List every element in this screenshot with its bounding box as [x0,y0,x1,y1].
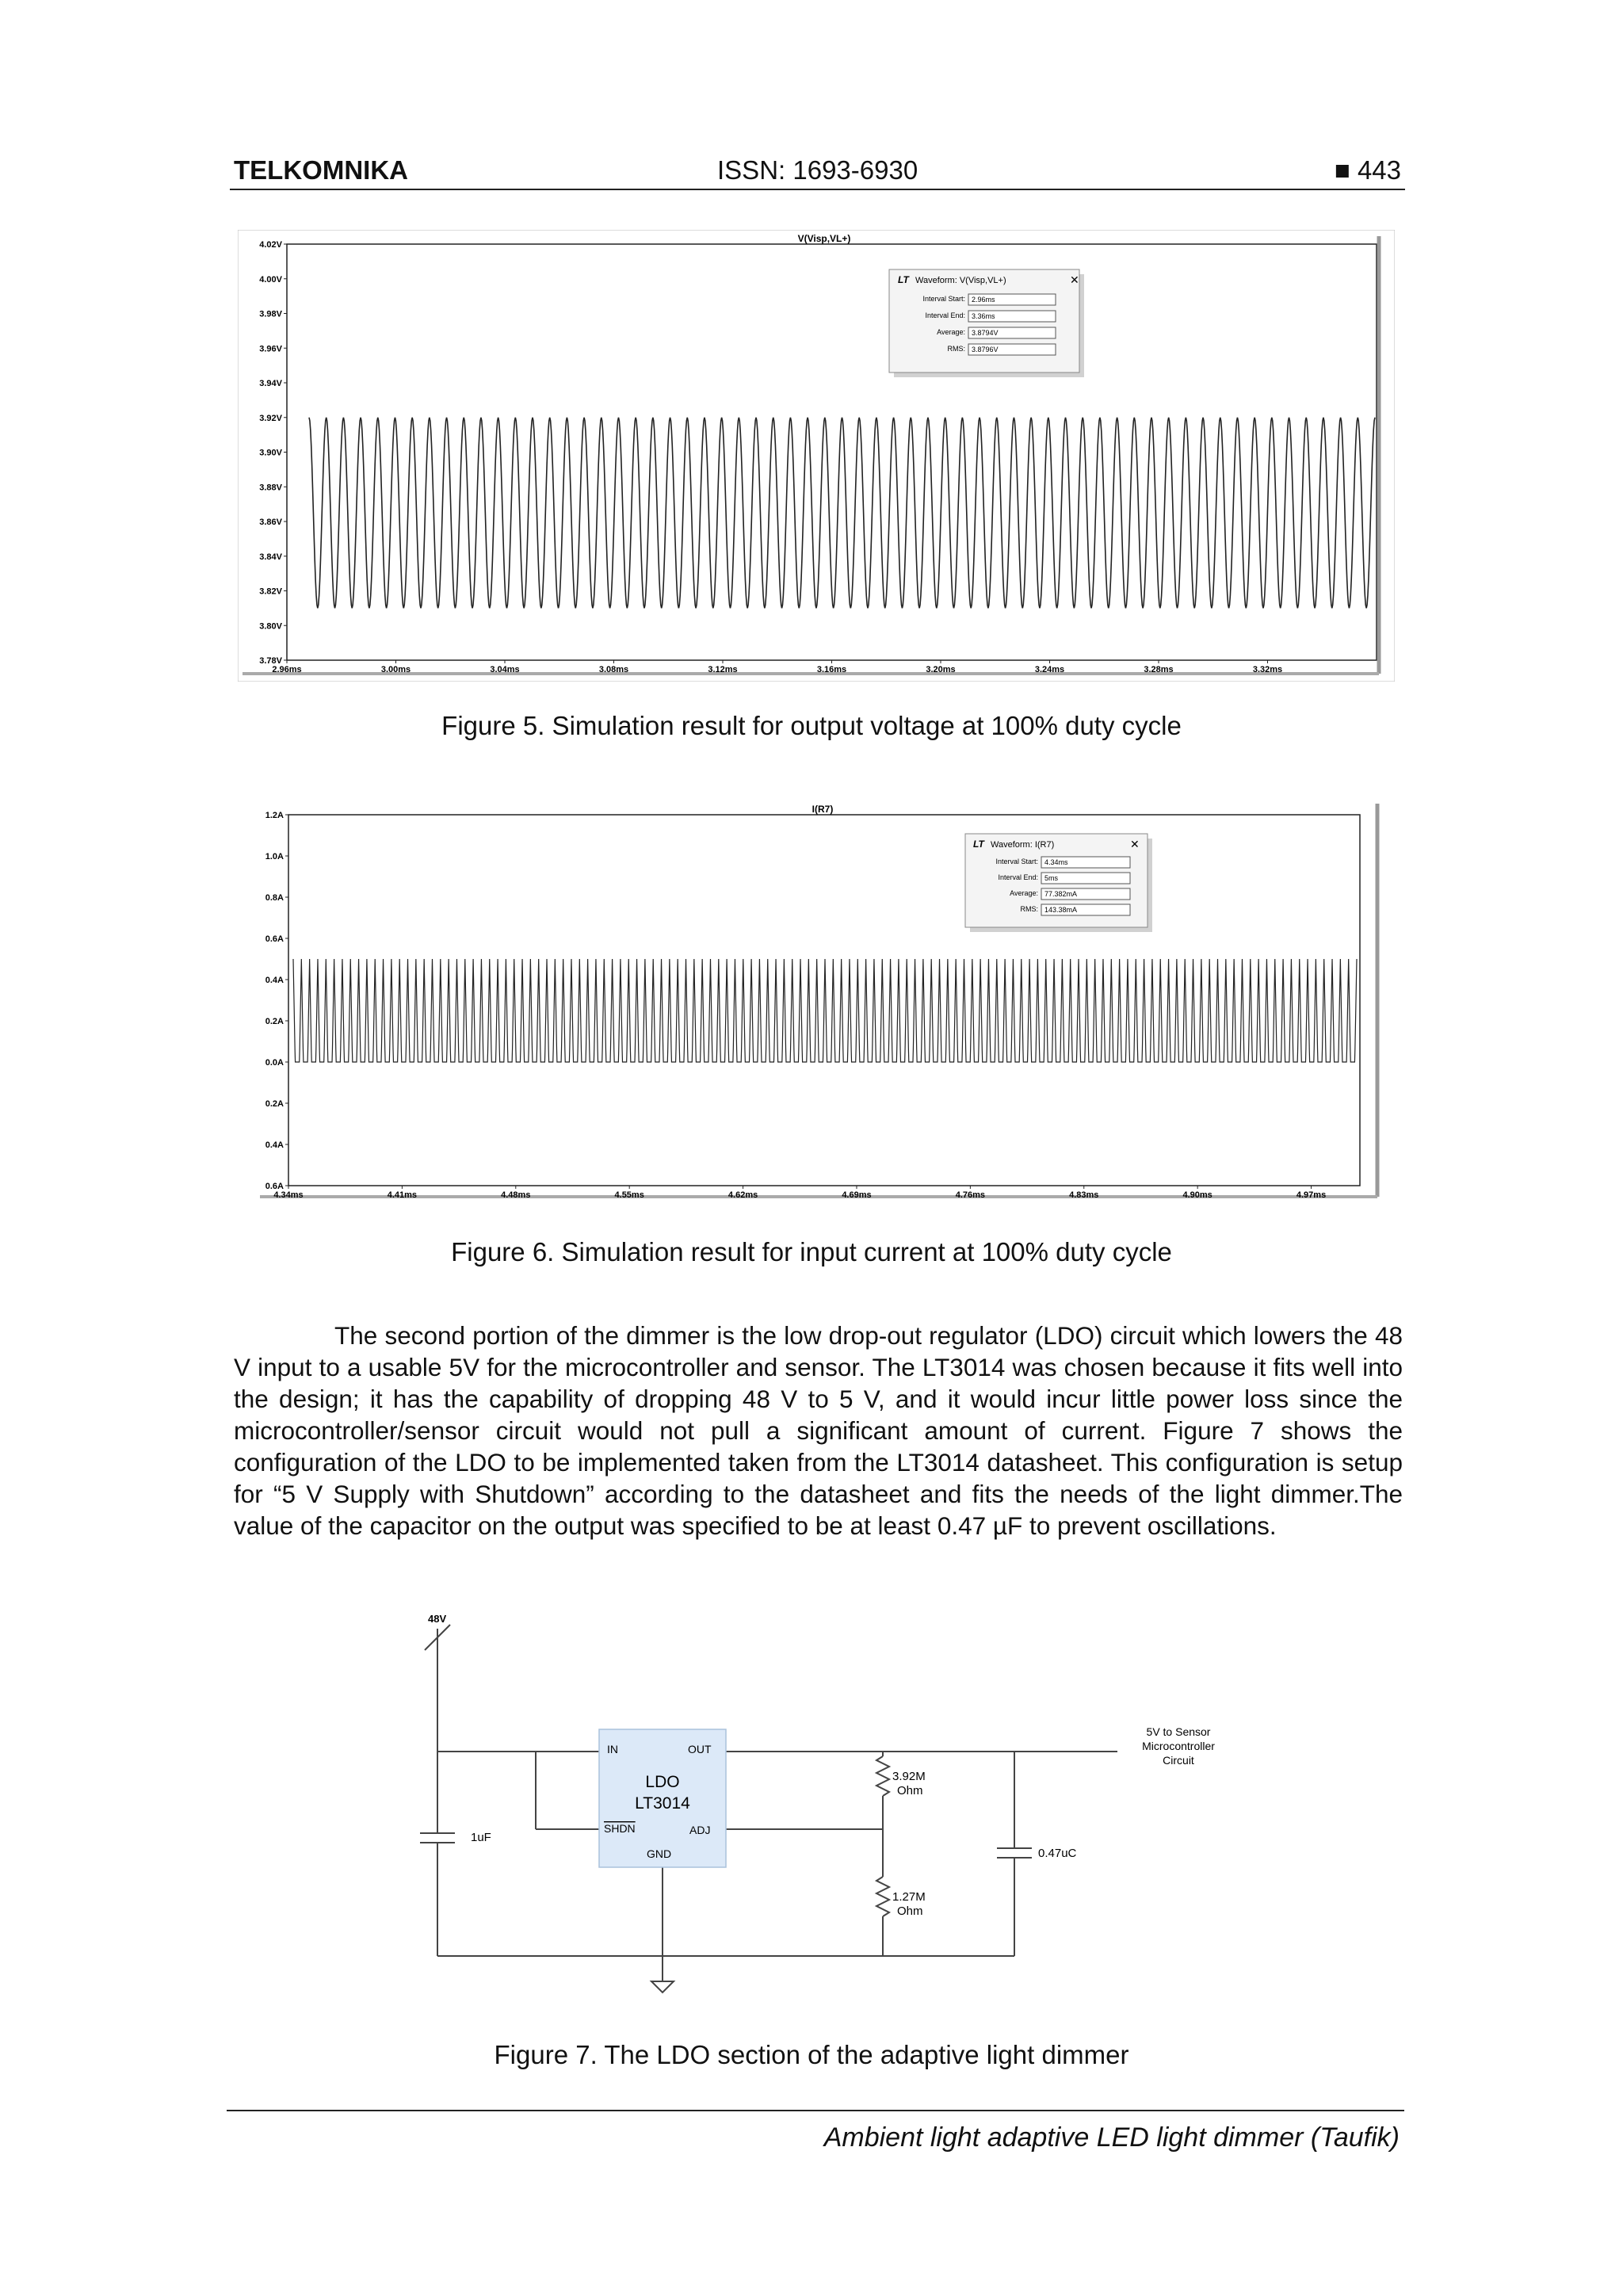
f5-avg-value: 3.8794V [972,329,999,337]
x-tick-label: 3.08ms [598,665,629,674]
x-tick-label: 3.04ms [490,665,520,674]
y-tick-label: 0.6A [265,934,284,944]
output-label-3: Circuit [1163,1754,1194,1767]
f6-avg-value: 77.382mA [1044,890,1078,898]
y-tick-label: 0.4A [265,976,284,985]
ldo-pin-shdn: SHDN [604,1822,636,1835]
y-tick-label: 3.96V [259,344,282,354]
y-tick-label: 3.92V [259,413,282,423]
y-tick-label: 0.6A [265,1182,284,1191]
x-tick-label: 4.90ms [1182,1190,1212,1200]
page-marker: ■ [1334,155,1350,185]
figure5-ltspice-logo: LT [898,274,909,285]
f6-avg-label: Average: [1010,889,1038,897]
figure6-chart [252,800,1385,1205]
ldo-pin-in: IN [607,1743,618,1755]
f6-rms-label: RMS: [1020,905,1038,913]
y-tick-label: 3.86V [259,518,282,527]
y-tick-label: 0.2A [265,1099,284,1109]
figure7-schematic [396,1609,1268,2013]
body-paragraph: The second portion of the dimmer is the low drop-out regulator (LDO) circuit which lowers the 48 V input to a usable 5V for the microcontroller and sensor. The LT3014 was chosen because it fits well into the design; it has the capability of dropping 48 V to 5 V, and it would incur little power loss since the microcontroller/sensor circuit would not pull a significant amount of current. Figure 7 shows the configuration of the LDO to be implemented taken from the LT3014 datasheet. This configuration is setup for “5 V Supply with Shutdown” according to the datasheet and fits the needs of the light dimmer.The value of the capacitor on the output was specified to be at least 0.47 µF to prevent oscillations. [234,1321,1403,1540]
figure6-measure-dialog[interactable] [965,834,1152,932]
x-tick-label: 3.24ms [1034,665,1065,674]
header-rule [230,189,1405,190]
x-tick-label: 4.34ms [273,1190,304,1200]
f5-start-value: 2.96ms [972,296,995,304]
x-tick-label: 3.32ms [1252,665,1283,674]
y-tick-label: 1.2A [265,811,284,820]
r1-value: 3.92M [892,1770,926,1783]
figure5-close-icon[interactable]: ✕ [1070,273,1079,286]
f5-rms-label: RMS: [947,345,965,353]
r2-unit: Ohm [897,1904,923,1918]
y-tick-label: 3.78V [259,656,282,666]
f5-avg-label: Average: [937,328,965,336]
f6-start-value: 4.34ms [1044,858,1068,866]
figure6-trace-label: I(R7) [812,804,834,815]
f6-end-label: Interval End: [998,873,1038,881]
figure6-close-icon[interactable]: ✕ [1130,838,1140,850]
page-number: 443 [1357,155,1401,185]
output-label-1: 5V to Sensor [1146,1725,1211,1738]
y-tick-label: 0.0A [265,1058,284,1068]
figure5-caption: Figure 5. Simulation result for output voltage at 100% duty cycle [441,711,1182,740]
y-tick-label: 4.02V [259,240,282,250]
f6-end-value: 5ms [1044,874,1059,882]
ldo-pin-adj: ADJ [689,1824,711,1836]
y-tick-label: 0.4A [265,1140,284,1150]
y-tick-label: 3.84V [259,552,282,562]
input-cap-label: 1uF [471,1831,491,1844]
y-tick-label: 3.82V [259,586,282,597]
y-tick-label: 1.0A [265,852,284,861]
x-tick-label: 4.62ms [727,1190,758,1200]
f5-end-label: Interval End: [925,311,965,319]
input-voltage-label: 48V [428,1613,447,1625]
figure5-measure-dialog[interactable] [889,269,1084,377]
x-tick-label: 4.69ms [842,1190,872,1200]
x-tick-label: 2.96ms [272,665,302,674]
ldo-pin-gnd: GND [647,1847,672,1860]
footer-rule [227,2110,1404,2111]
figure5-chart [238,230,1395,682]
x-tick-label: 3.00ms [380,665,411,674]
figure5-trace-label: V(Visp,VL+) [797,233,851,244]
ldo-name: LDO [645,1773,680,1791]
f5-start-label: Interval Start: [922,295,965,303]
x-tick-label: 3.12ms [708,665,738,674]
issn: ISSN: 1693-6930 [717,155,918,185]
y-tick-label: 0.2A [265,1017,284,1026]
x-tick-label: 4.55ms [614,1190,644,1200]
y-tick-label: 3.94V [259,379,282,388]
figure6-measure-title: Waveform: I(R7) [991,840,1055,850]
figure5-measure-title: Waveform: V(Visp,VL+) [915,276,1006,285]
f6-rms-value: 143.38mA [1044,906,1078,914]
y-tick-label: 3.98V [259,309,282,319]
x-tick-label: 4.97ms [1296,1190,1327,1200]
y-tick-label: 4.00V [259,274,282,285]
x-tick-label: 3.20ms [926,665,956,674]
journal-name: TELKOMNIKA [234,155,408,185]
f5-rms-value: 3.8796V [972,346,999,353]
x-tick-label: 4.48ms [501,1190,531,1200]
x-tick-label: 3.16ms [816,665,847,674]
y-tick-label: 3.90V [259,448,282,458]
figure6-ltspice-logo: LT [973,839,984,850]
f5-end-value: 3.36ms [972,312,995,320]
output-label-2: Microcontroller [1142,1740,1215,1752]
figure6-y-axis [265,811,288,1191]
figure6-caption: Figure 6. Simulation result for input current at 100% duty cycle [451,1237,1172,1266]
x-tick-label: 4.41ms [387,1190,418,1200]
y-tick-label: 0.8A [265,893,284,903]
page-number-block [1335,155,1401,185]
output-cap-label: 0.47uC [1038,1847,1077,1860]
footer-text: Ambient light adaptive LED light dimmer (Taufik) [823,2122,1400,2153]
y-tick-label: 3.80V [259,621,282,632]
ldo-part: LT3014 [635,1794,690,1813]
x-tick-label: 4.83ms [1069,1190,1099,1200]
ldo-pin-out: OUT [688,1743,712,1755]
x-tick-label: 4.76ms [955,1190,986,1200]
r2-value: 1.27M [892,1890,926,1904]
x-tick-label: 3.28ms [1144,665,1174,674]
figure7-caption: Figure 7. The LDO section of the adaptive light dimmer [494,2040,1129,2069]
y-tick-label: 3.88V [259,483,282,493]
r1-unit: Ohm [897,1784,923,1797]
f6-start-label: Interval Start: [995,858,1038,865]
